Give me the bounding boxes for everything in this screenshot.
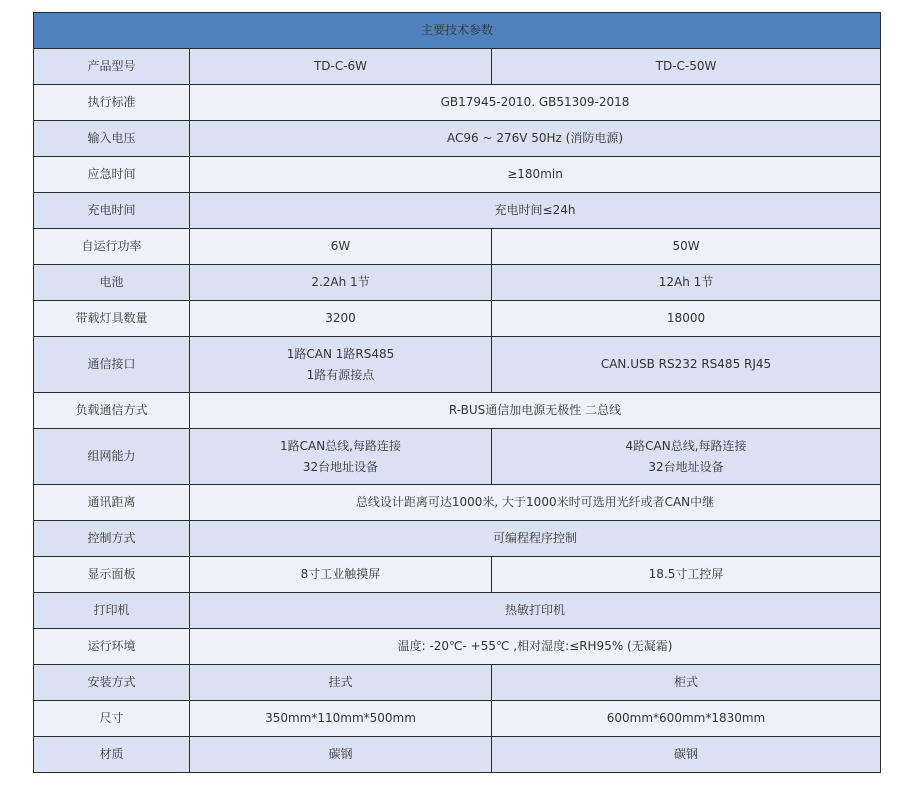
spec-table-container	[33, 12, 880, 773]
row-value	[492, 429, 881, 485]
row-label: 控制方式	[34, 521, 190, 557]
row-label: 负载通信方式	[34, 393, 190, 429]
row-label: 输入电压	[34, 121, 190, 157]
row-value: 可编程程序控制	[190, 521, 881, 557]
row-value: 50W	[492, 229, 881, 265]
row-value: AC96 ~ 276V 50Hz (消防电源)	[190, 121, 881, 157]
row-label: 产品型号	[34, 49, 190, 85]
row-value: ≥180min	[190, 157, 881, 193]
row-value: 碳钢	[492, 737, 881, 773]
row-label: 通信接口	[34, 337, 190, 393]
spec-table-body	[34, 49, 881, 773]
row-value-line: 4路CAN总线,每路连接	[625, 438, 747, 453]
row-value: TD-C-50W	[492, 49, 881, 85]
row-label: 材质	[34, 737, 190, 773]
row-label: 显示面板	[34, 557, 190, 593]
table-row	[34, 301, 881, 337]
row-value: 充电时间≤24h	[190, 193, 881, 229]
row-label: 执行标准	[34, 85, 190, 121]
table-row	[34, 557, 881, 593]
table-row	[34, 337, 881, 393]
row-label: 通讯距离	[34, 485, 190, 521]
row-value: 总线设计距离可达1000米, 大于1000米时可选用光纤或者CAN中继	[190, 485, 881, 521]
row-value-line: 1路有源接点	[306, 367, 375, 382]
row-value: 温度: -20℃- +55℃ ,相对湿度:≤RH95% (无凝霜)	[190, 629, 881, 665]
table-row	[34, 665, 881, 701]
table-row	[34, 121, 881, 157]
table-row	[34, 701, 881, 737]
row-value-line: 32台地址设备	[648, 459, 724, 474]
row-value	[190, 429, 492, 485]
row-value: 12Ah 1节	[492, 265, 881, 301]
row-label: 打印机	[34, 593, 190, 629]
row-value	[190, 337, 492, 393]
table-row	[34, 737, 881, 773]
table-row	[34, 193, 881, 229]
row-label: 充电时间	[34, 193, 190, 229]
row-value: 18.5寸工控屏	[492, 557, 881, 593]
row-label: 运行环境	[34, 629, 190, 665]
table-row	[34, 485, 881, 521]
row-value-line: 32台地址设备	[302, 459, 379, 474]
row-value: 18000	[492, 301, 881, 337]
row-label: 组网能力	[34, 429, 190, 485]
row-label: 电池	[34, 265, 190, 301]
row-value-line: 1路CAN 1路RS485	[286, 346, 395, 361]
table-row	[34, 429, 881, 485]
row-label: 安装方式	[34, 665, 190, 701]
row-value: 6W	[190, 229, 492, 265]
row-label: 尺寸	[34, 701, 190, 737]
table-row	[34, 49, 881, 85]
table-row	[34, 85, 881, 121]
row-value-line: CAN.USB RS232 RS485 RJ45	[600, 357, 772, 371]
row-value: R-BUS通信加电源无极性 二总线	[190, 393, 881, 429]
row-value: 柜式	[492, 665, 881, 701]
row-value: 3200	[190, 301, 492, 337]
row-value	[492, 337, 881, 393]
row-value: 600mm*600mm*1830mm	[492, 701, 881, 737]
row-value: 8寸工业触摸屏	[190, 557, 492, 593]
row-value: 2.2Ah 1节	[190, 265, 492, 301]
row-value: 挂式	[190, 665, 492, 701]
row-value: 350mm*110mm*500mm	[190, 701, 492, 737]
row-label: 带载灯具数量	[34, 301, 190, 337]
row-value-line: 1路CAN总线,每路连接	[279, 438, 401, 453]
row-label: 自运行功率	[34, 229, 190, 265]
row-value: 热敏打印机	[190, 593, 881, 629]
row-value: 碳钢	[190, 737, 492, 773]
spec-table	[33, 12, 881, 773]
table-row	[34, 393, 881, 429]
row-value: GB17945-2010. GB51309-2018	[190, 85, 881, 121]
table-row	[34, 229, 881, 265]
row-value: TD-C-6W	[190, 49, 492, 85]
table-title: 主要技术参数	[34, 13, 881, 49]
table-row	[34, 265, 881, 301]
row-label: 应急时间	[34, 157, 190, 193]
table-row	[34, 521, 881, 557]
table-row	[34, 593, 881, 629]
table-row	[34, 629, 881, 665]
table-row	[34, 157, 881, 193]
